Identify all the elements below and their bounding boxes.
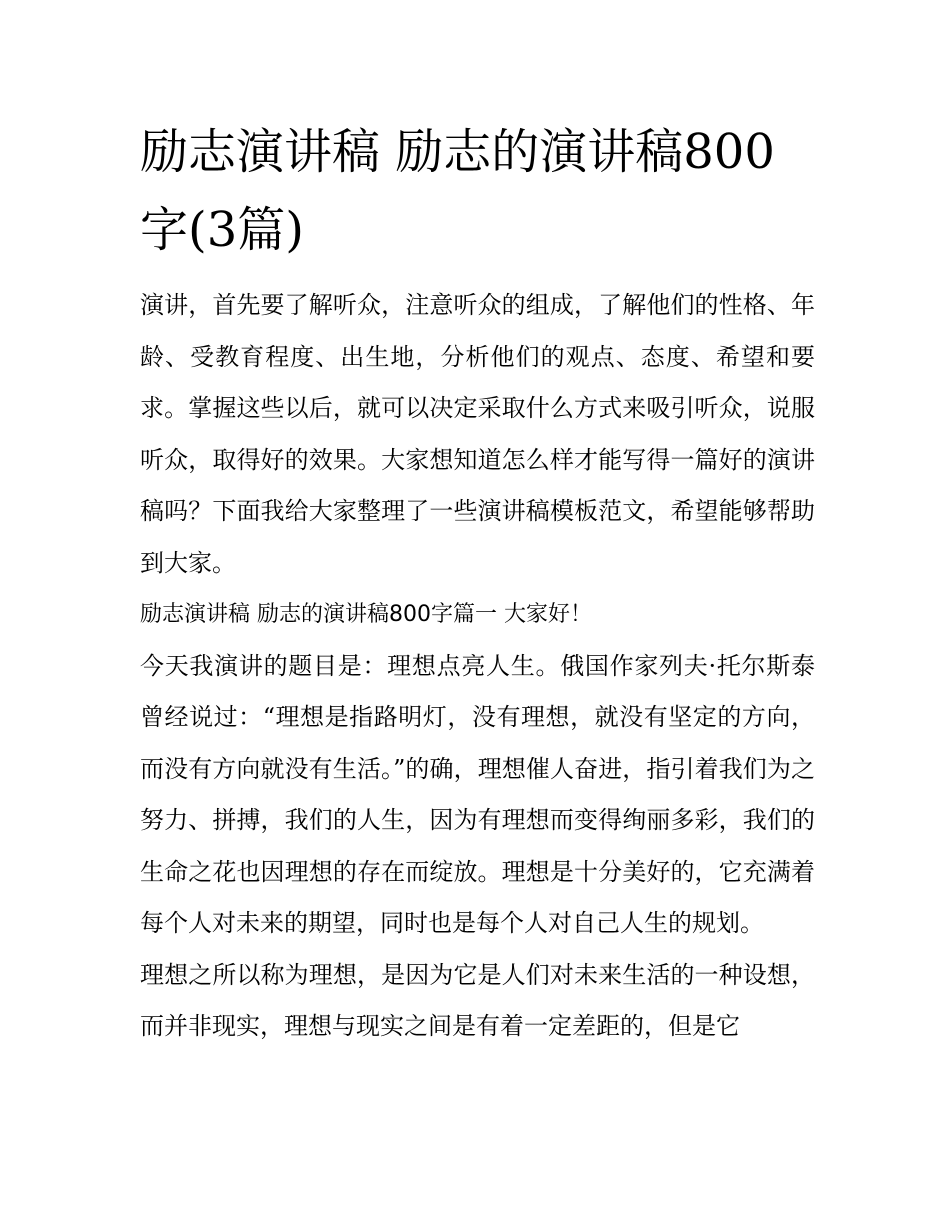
body-paragraph: 理想之所以称为理想，是因为它是人们对未来生活的一种设想，而并非现实，理想与现实之间是有着一定差距的，但是它 [140,960,815,1040]
section-heading-paragraph: 励志演讲稿 励志的演讲稿800字篇一 大家好！ [140,602,592,627]
body-paragraph: 今天我演讲的题目是：理想点亮人生。俄国作家列夫·托尔斯泰曾经说过：“理想是指路明灯，没有理想，就没有坚定的方向，而没有方向就没有生活。”的确，理想催人奋进，指引着我们为之努力、拼搏，我们的人生，因为有理想而变得绚丽多彩，我们的生命之花也因理想的存在而绽放。理想是十分美好的，它充满着每个人对未来的期望，同时也是每个人对自己人生的规划。 [140,651,815,937]
document-body [140,280,815,1053]
document-title: 励志演讲稿 励志的演讲稿800字(3篇) [140,124,775,258]
intro-paragraph: 演讲，首先要了解听众，注意听众的组成，了解他们的性格、年龄、受教育程度、出生地，分析他们的观点、态度、希望和要求。掌握这些以后，就可以决定采取什么方式来吸引听众，说服听众，取得好的效果。大家想知道怎么样才能写得一篇好的演讲稿吗？下面我给大家整理了一些演讲稿模板范文，希望能够帮助到大家。 [140,291,815,577]
